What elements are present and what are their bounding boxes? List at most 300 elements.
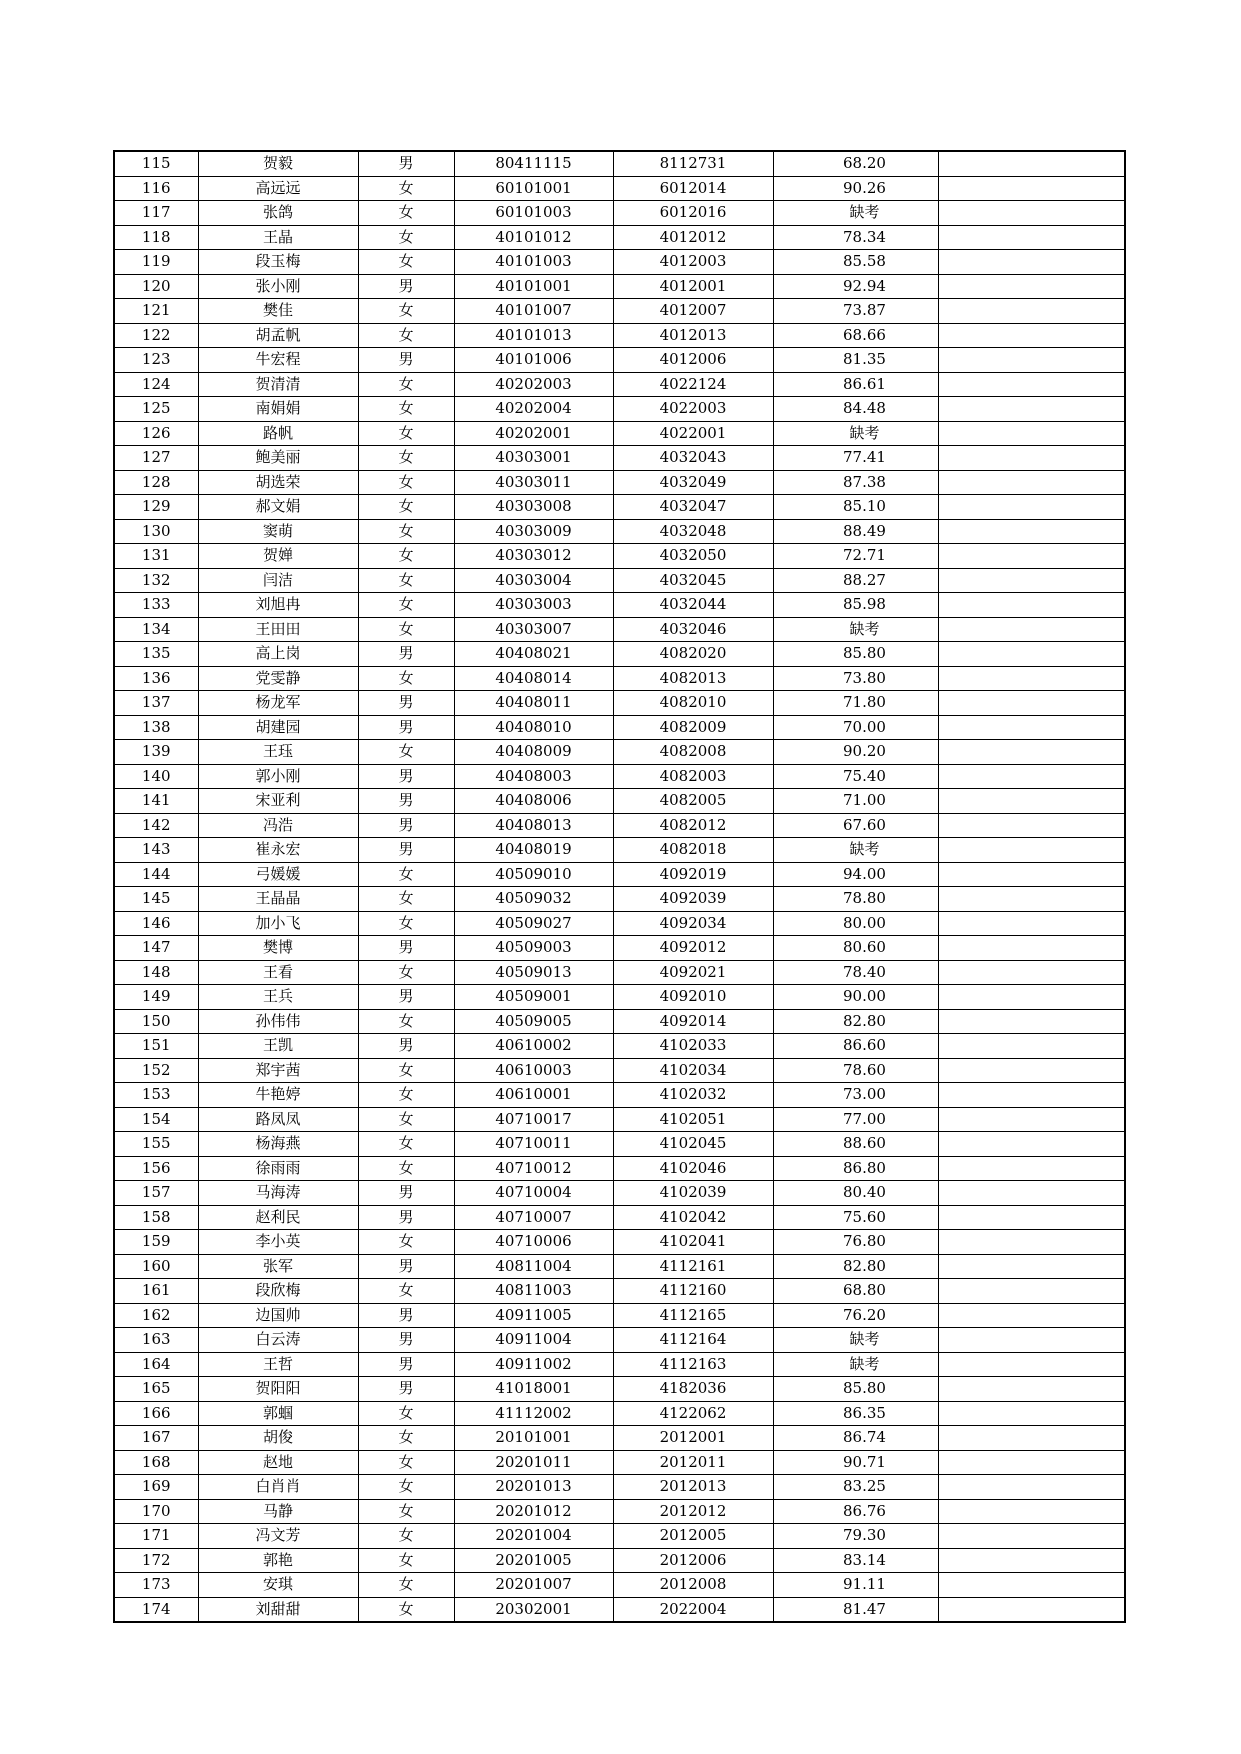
row-number-cell: 171 — [114, 1524, 198, 1549]
name-cell: 鲍美丽 — [198, 446, 358, 471]
score-cell: 88.27 — [773, 568, 938, 593]
gender-cell: 男 — [358, 642, 454, 667]
note-cell — [938, 1156, 1125, 1181]
gender-cell: 男 — [358, 789, 454, 814]
note-cell — [938, 1548, 1125, 1573]
ticket-id-cell: 4082003 — [613, 764, 773, 789]
name-cell: 高远远 — [198, 176, 358, 201]
exam-id-cell: 20201012 — [454, 1499, 613, 1524]
exam-id-cell: 40303012 — [454, 544, 613, 569]
ticket-id-cell: 4012006 — [613, 348, 773, 373]
name-cell: 冯文芳 — [198, 1524, 358, 1549]
score-cell: 缺考 — [773, 1352, 938, 1377]
gender-cell: 男 — [358, 691, 454, 716]
score-cell: 78.60 — [773, 1058, 938, 1083]
name-cell: 郭艳 — [198, 1548, 358, 1573]
ticket-id-cell: 4092021 — [613, 960, 773, 985]
score-cell: 85.98 — [773, 593, 938, 618]
row-number-cell: 123 — [114, 348, 198, 373]
row-number-cell: 155 — [114, 1132, 198, 1157]
note-cell — [938, 1401, 1125, 1426]
score-cell: 88.49 — [773, 519, 938, 544]
name-cell: 南娟娟 — [198, 397, 358, 422]
name-cell: 加小飞 — [198, 911, 358, 936]
exam-id-cell: 40408006 — [454, 789, 613, 814]
note-cell — [938, 985, 1125, 1010]
row-number-cell: 131 — [114, 544, 198, 569]
table-row — [114, 1058, 1125, 1083]
row-number-cell: 147 — [114, 936, 198, 961]
table-row — [114, 985, 1125, 1010]
ticket-id-cell: 2022004 — [613, 1597, 773, 1622]
name-cell: 徐雨雨 — [198, 1156, 358, 1181]
table-row — [114, 1107, 1125, 1132]
score-cell: 71.80 — [773, 691, 938, 716]
ticket-id-cell: 4112161 — [613, 1254, 773, 1279]
exam-id-cell: 40509005 — [454, 1009, 613, 1034]
name-cell: 路凤凤 — [198, 1107, 358, 1132]
exam-id-cell: 40101013 — [454, 323, 613, 348]
note-cell — [938, 1426, 1125, 1451]
exam-id-cell: 80411115 — [454, 151, 613, 176]
gender-cell: 男 — [358, 985, 454, 1010]
name-cell: 樊博 — [198, 936, 358, 961]
row-number-cell: 160 — [114, 1254, 198, 1279]
gender-cell: 女 — [358, 519, 454, 544]
note-cell — [938, 323, 1125, 348]
note-cell — [938, 397, 1125, 422]
exam-id-cell: 40509013 — [454, 960, 613, 985]
name-cell: 牛宏程 — [198, 348, 358, 373]
table-row — [114, 544, 1125, 569]
gender-cell: 女 — [358, 446, 454, 471]
ticket-id-cell: 4102033 — [613, 1034, 773, 1059]
row-number-cell: 115 — [114, 151, 198, 176]
ticket-id-cell: 4102034 — [613, 1058, 773, 1083]
exam-id-cell: 40101001 — [454, 274, 613, 299]
gender-cell: 女 — [358, 1132, 454, 1157]
score-cell: 90.71 — [773, 1450, 938, 1475]
table-row — [114, 1156, 1125, 1181]
gender-cell: 女 — [358, 1548, 454, 1573]
score-cell: 86.76 — [773, 1499, 938, 1524]
row-number-cell: 136 — [114, 666, 198, 691]
row-number-cell: 129 — [114, 495, 198, 520]
table-row — [114, 201, 1125, 226]
ticket-id-cell: 4022003 — [613, 397, 773, 422]
score-cell: 83.25 — [773, 1475, 938, 1500]
score-cell: 83.14 — [773, 1548, 938, 1573]
note-cell — [938, 250, 1125, 275]
score-cell: 79.30 — [773, 1524, 938, 1549]
gender-cell: 男 — [358, 764, 454, 789]
row-number-cell: 159 — [114, 1230, 198, 1255]
table-row — [114, 348, 1125, 373]
ticket-id-cell: 4032049 — [613, 470, 773, 495]
note-cell — [938, 1034, 1125, 1059]
exam-id-cell: 40303011 — [454, 470, 613, 495]
gender-cell: 女 — [358, 397, 454, 422]
score-cell: 缺考 — [773, 838, 938, 863]
name-cell: 张军 — [198, 1254, 358, 1279]
gender-cell: 女 — [358, 1524, 454, 1549]
gender-cell: 女 — [358, 1401, 454, 1426]
table-row — [114, 1450, 1125, 1475]
table-row — [114, 1573, 1125, 1598]
ticket-id-cell: 4012001 — [613, 274, 773, 299]
score-cell: 71.00 — [773, 789, 938, 814]
exam-id-cell: 20201013 — [454, 1475, 613, 1500]
table-row — [114, 1401, 1125, 1426]
note-cell — [938, 960, 1125, 985]
name-cell: 高上岗 — [198, 642, 358, 667]
name-cell: 贺阳阳 — [198, 1377, 358, 1402]
ticket-id-cell: 4102042 — [613, 1205, 773, 1230]
note-cell — [938, 936, 1125, 961]
gender-cell: 女 — [358, 1279, 454, 1304]
note-cell — [938, 593, 1125, 618]
name-cell: 李小英 — [198, 1230, 358, 1255]
note-cell — [938, 887, 1125, 912]
name-cell: 边国帅 — [198, 1303, 358, 1328]
score-cell: 缺考 — [773, 617, 938, 642]
note-cell — [938, 519, 1125, 544]
name-cell: 闫洁 — [198, 568, 358, 593]
table-row — [114, 1548, 1125, 1573]
exam-id-cell: 40303004 — [454, 568, 613, 593]
ticket-id-cell: 4012007 — [613, 299, 773, 324]
note-cell — [938, 274, 1125, 299]
gender-cell: 女 — [358, 1450, 454, 1475]
name-cell: 赵地 — [198, 1450, 358, 1475]
row-number-cell: 134 — [114, 617, 198, 642]
name-cell: 王哲 — [198, 1352, 358, 1377]
note-cell — [938, 225, 1125, 250]
exam-id-cell: 40710007 — [454, 1205, 613, 1230]
note-cell — [938, 838, 1125, 863]
row-number-cell: 137 — [114, 691, 198, 716]
note-cell — [938, 1230, 1125, 1255]
table-row — [114, 691, 1125, 716]
table-row — [114, 519, 1125, 544]
score-cell: 78.80 — [773, 887, 938, 912]
exam-id-cell: 60101003 — [454, 201, 613, 226]
ticket-id-cell: 4032048 — [613, 519, 773, 544]
note-cell — [938, 911, 1125, 936]
row-number-cell: 132 — [114, 568, 198, 593]
name-cell: 王看 — [198, 960, 358, 985]
note-cell — [938, 1328, 1125, 1353]
table-row — [114, 911, 1125, 936]
exam-id-cell: 40710006 — [454, 1230, 613, 1255]
name-cell: 宋亚利 — [198, 789, 358, 814]
ticket-id-cell: 2012013 — [613, 1475, 773, 1500]
table-row — [114, 1034, 1125, 1059]
row-number-cell: 117 — [114, 201, 198, 226]
ticket-id-cell: 4082012 — [613, 813, 773, 838]
exam-id-cell: 40303007 — [454, 617, 613, 642]
note-cell — [938, 568, 1125, 593]
row-number-cell: 163 — [114, 1328, 198, 1353]
name-cell: 窦萌 — [198, 519, 358, 544]
table-row — [114, 1524, 1125, 1549]
name-cell: 郭蝈 — [198, 1401, 358, 1426]
exam-id-cell: 40408009 — [454, 740, 613, 765]
name-cell: 杨海燕 — [198, 1132, 358, 1157]
name-cell: 王珏 — [198, 740, 358, 765]
gender-cell: 女 — [358, 323, 454, 348]
score-cell: 87.38 — [773, 470, 938, 495]
table-row — [114, 789, 1125, 814]
gender-cell: 女 — [358, 225, 454, 250]
table-row — [114, 1475, 1125, 1500]
ticket-id-cell: 8112731 — [613, 151, 773, 176]
name-cell: 胡俊 — [198, 1426, 358, 1451]
table-row — [114, 176, 1125, 201]
row-number-cell: 125 — [114, 397, 198, 422]
row-number-cell: 162 — [114, 1303, 198, 1328]
gender-cell: 女 — [358, 1573, 454, 1598]
name-cell: 弓媛媛 — [198, 862, 358, 887]
table-row — [114, 887, 1125, 912]
note-cell — [938, 789, 1125, 814]
score-cell: 67.60 — [773, 813, 938, 838]
score-cell: 70.00 — [773, 715, 938, 740]
ticket-id-cell: 4102032 — [613, 1083, 773, 1108]
table-row — [114, 936, 1125, 961]
name-cell: 路帆 — [198, 421, 358, 446]
ticket-id-cell: 6012014 — [613, 176, 773, 201]
score-cell: 85.10 — [773, 495, 938, 520]
row-number-cell: 128 — [114, 470, 198, 495]
gender-cell: 男 — [358, 1352, 454, 1377]
ticket-id-cell: 2012001 — [613, 1426, 773, 1451]
ticket-id-cell: 4102045 — [613, 1132, 773, 1157]
row-number-cell: 144 — [114, 862, 198, 887]
ticket-id-cell: 4032045 — [613, 568, 773, 593]
ticket-id-cell: 4012012 — [613, 225, 773, 250]
gender-cell: 女 — [358, 1156, 454, 1181]
table-row — [114, 666, 1125, 691]
name-cell: 胡孟帆 — [198, 323, 358, 348]
row-number-cell: 121 — [114, 299, 198, 324]
score-cell: 68.80 — [773, 1279, 938, 1304]
table-row — [114, 421, 1125, 446]
score-cell: 86.74 — [773, 1426, 938, 1451]
exam-id-cell: 40509010 — [454, 862, 613, 887]
ticket-id-cell: 4092014 — [613, 1009, 773, 1034]
ticket-id-cell: 4092034 — [613, 911, 773, 936]
gender-cell: 女 — [358, 911, 454, 936]
ticket-id-cell: 4102039 — [613, 1181, 773, 1206]
row-number-cell: 153 — [114, 1083, 198, 1108]
row-number-cell: 145 — [114, 887, 198, 912]
gender-cell: 男 — [358, 1328, 454, 1353]
exam-id-cell: 40408021 — [454, 642, 613, 667]
note-cell — [938, 813, 1125, 838]
exam-id-cell: 40202004 — [454, 397, 613, 422]
table-row — [114, 1499, 1125, 1524]
table-row — [114, 470, 1125, 495]
score-cell: 90.00 — [773, 985, 938, 1010]
name-cell: 王晶晶 — [198, 887, 358, 912]
exam-id-cell: 41018001 — [454, 1377, 613, 1402]
name-cell: 刘旭冉 — [198, 593, 358, 618]
ticket-id-cell: 4032047 — [613, 495, 773, 520]
exam-id-cell: 40303001 — [454, 446, 613, 471]
row-number-cell: 146 — [114, 911, 198, 936]
row-number-cell: 142 — [114, 813, 198, 838]
row-number-cell: 138 — [114, 715, 198, 740]
exam-id-cell: 40710017 — [454, 1107, 613, 1132]
gender-cell: 女 — [358, 250, 454, 275]
note-cell — [938, 1573, 1125, 1598]
row-number-cell: 173 — [114, 1573, 198, 1598]
gender-cell: 女 — [358, 201, 454, 226]
ticket-id-cell: 4082008 — [613, 740, 773, 765]
name-cell: 贺清清 — [198, 372, 358, 397]
gender-cell: 女 — [358, 1083, 454, 1108]
note-cell — [938, 1524, 1125, 1549]
note-cell — [938, 1181, 1125, 1206]
score-table-body — [114, 151, 1125, 1622]
name-cell: 赵利民 — [198, 1205, 358, 1230]
ticket-id-cell: 4032050 — [613, 544, 773, 569]
gender-cell: 女 — [358, 862, 454, 887]
note-cell — [938, 1377, 1125, 1402]
row-number-cell: 116 — [114, 176, 198, 201]
table-row — [114, 1009, 1125, 1034]
ticket-id-cell: 4082018 — [613, 838, 773, 863]
score-cell: 80.00 — [773, 911, 938, 936]
score-cell: 86.61 — [773, 372, 938, 397]
exam-id-cell: 40911004 — [454, 1328, 613, 1353]
exam-id-cell: 20201011 — [454, 1450, 613, 1475]
score-cell: 68.20 — [773, 151, 938, 176]
gender-cell: 男 — [358, 151, 454, 176]
score-cell: 88.60 — [773, 1132, 938, 1157]
exam-id-cell: 40303009 — [454, 519, 613, 544]
exam-id-cell: 40408013 — [454, 813, 613, 838]
gender-cell: 女 — [358, 887, 454, 912]
exam-id-cell: 20201007 — [454, 1573, 613, 1598]
ticket-id-cell: 4032043 — [613, 446, 773, 471]
exam-id-cell: 20302001 — [454, 1597, 613, 1622]
table-row — [114, 397, 1125, 422]
name-cell: 张鸽 — [198, 201, 358, 226]
note-cell — [938, 617, 1125, 642]
score-cell: 75.60 — [773, 1205, 938, 1230]
gender-cell: 女 — [358, 1426, 454, 1451]
gender-cell: 女 — [358, 1009, 454, 1034]
score-table — [113, 150, 1126, 1623]
score-cell: 73.00 — [773, 1083, 938, 1108]
ticket-id-cell: 4012013 — [613, 323, 773, 348]
exam-id-cell: 40911005 — [454, 1303, 613, 1328]
row-number-cell: 154 — [114, 1107, 198, 1132]
exam-id-cell: 40911002 — [454, 1352, 613, 1377]
note-cell — [938, 1132, 1125, 1157]
score-cell: 80.60 — [773, 936, 938, 961]
ticket-id-cell: 4112164 — [613, 1328, 773, 1353]
name-cell: 刘甜甜 — [198, 1597, 358, 1622]
table-row — [114, 862, 1125, 887]
note-cell — [938, 862, 1125, 887]
note-cell — [938, 1279, 1125, 1304]
name-cell: 牛艳婷 — [198, 1083, 358, 1108]
ticket-id-cell: 4082005 — [613, 789, 773, 814]
gender-cell: 女 — [358, 495, 454, 520]
score-cell: 94.00 — [773, 862, 938, 887]
exam-id-cell: 40610002 — [454, 1034, 613, 1059]
name-cell: 白肖肖 — [198, 1475, 358, 1500]
score-cell: 86.60 — [773, 1034, 938, 1059]
gender-cell: 女 — [358, 544, 454, 569]
exam-id-cell: 40101007 — [454, 299, 613, 324]
score-cell: 85.58 — [773, 250, 938, 275]
row-number-cell: 158 — [114, 1205, 198, 1230]
note-cell — [938, 642, 1125, 667]
name-cell: 安琪 — [198, 1573, 358, 1598]
gender-cell: 女 — [358, 666, 454, 691]
name-cell: 王凯 — [198, 1034, 358, 1059]
gender-cell: 女 — [358, 1107, 454, 1132]
note-cell — [938, 1205, 1125, 1230]
exam-id-cell: 40408010 — [454, 715, 613, 740]
ticket-id-cell: 2012005 — [613, 1524, 773, 1549]
ticket-id-cell: 4022124 — [613, 372, 773, 397]
table-row — [114, 323, 1125, 348]
note-cell — [938, 1597, 1125, 1622]
ticket-id-cell: 4102046 — [613, 1156, 773, 1181]
ticket-id-cell: 2012006 — [613, 1548, 773, 1573]
exam-id-cell: 40811003 — [454, 1279, 613, 1304]
score-cell: 缺考 — [773, 201, 938, 226]
note-cell — [938, 348, 1125, 373]
score-cell: 86.80 — [773, 1156, 938, 1181]
ticket-id-cell: 4112160 — [613, 1279, 773, 1304]
name-cell: 胡建园 — [198, 715, 358, 740]
name-cell: 贺毅 — [198, 151, 358, 176]
ticket-id-cell: 4102041 — [613, 1230, 773, 1255]
table-row — [114, 225, 1125, 250]
ticket-id-cell: 2012012 — [613, 1499, 773, 1524]
score-cell: 81.35 — [773, 348, 938, 373]
exam-id-cell: 20201004 — [454, 1524, 613, 1549]
note-cell — [938, 1107, 1125, 1132]
ticket-id-cell: 6012016 — [613, 201, 773, 226]
score-cell: 82.80 — [773, 1009, 938, 1034]
note-cell — [938, 1254, 1125, 1279]
ticket-id-cell: 4082009 — [613, 715, 773, 740]
gender-cell: 男 — [358, 274, 454, 299]
score-cell: 76.20 — [773, 1303, 938, 1328]
gender-cell: 女 — [358, 421, 454, 446]
exam-id-cell: 40101012 — [454, 225, 613, 250]
exam-id-cell: 41112002 — [454, 1401, 613, 1426]
table-row — [114, 1230, 1125, 1255]
ticket-id-cell: 4112165 — [613, 1303, 773, 1328]
ticket-id-cell: 4022001 — [613, 421, 773, 446]
ticket-id-cell: 4082013 — [613, 666, 773, 691]
row-number-cell: 124 — [114, 372, 198, 397]
exam-id-cell: 40101003 — [454, 250, 613, 275]
table-row — [114, 1597, 1125, 1622]
gender-cell: 女 — [358, 593, 454, 618]
ticket-id-cell: 4012003 — [613, 250, 773, 275]
gender-cell: 女 — [358, 176, 454, 201]
name-cell: 白云涛 — [198, 1328, 358, 1353]
